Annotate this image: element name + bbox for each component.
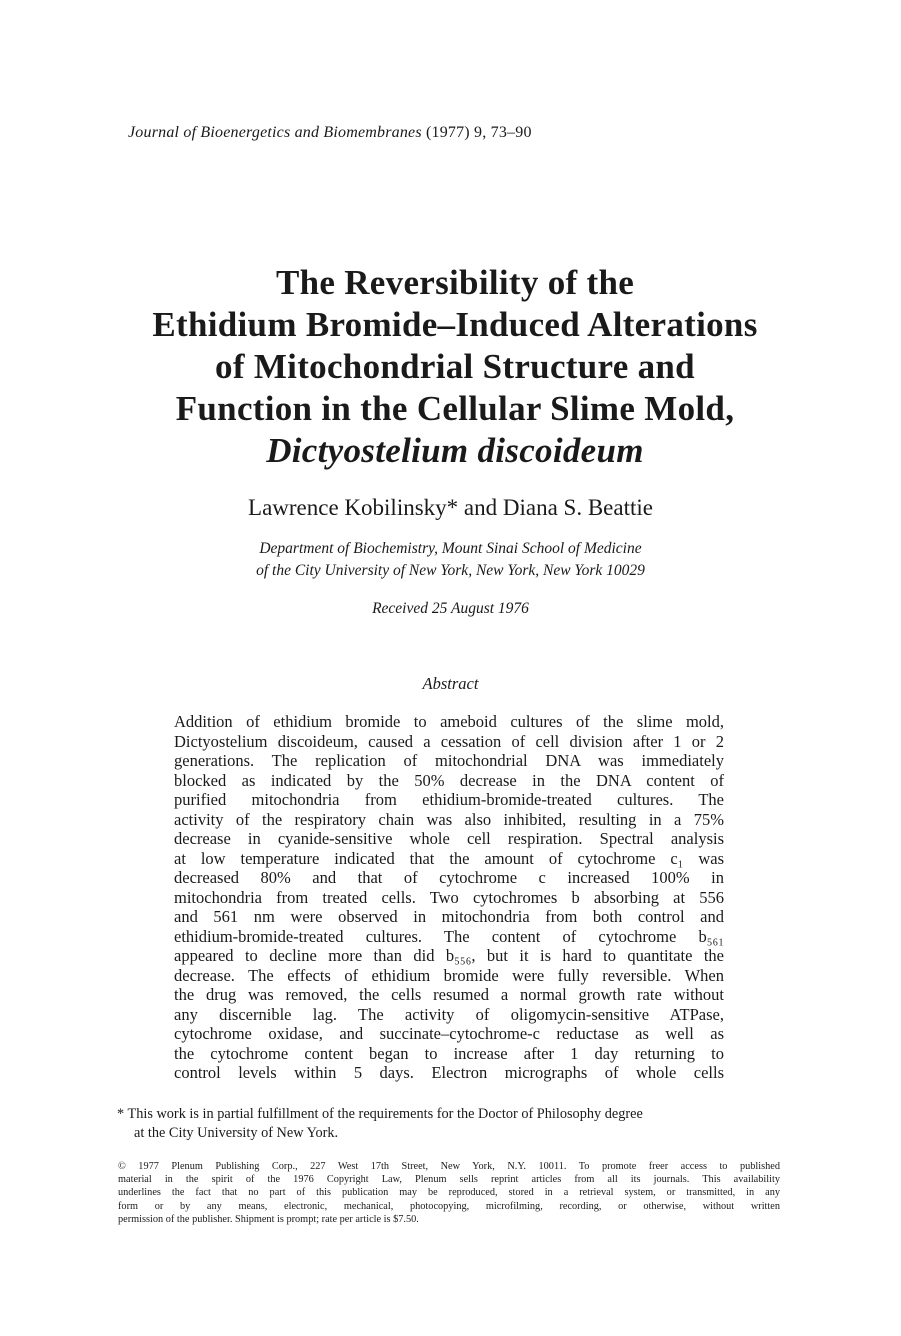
affiliation	[0, 538, 901, 582]
copyright-line: underlines the fact that no part of this publication may be reproduced, stored in a retrieval system, or transmitted, in any	[118, 1187, 780, 1199]
abstract-line: appeared to decline more than did b₅₅₆, but it is hard to quantitate the	[174, 946, 724, 965]
affiliation-line: of the City University of New York, New York, New York 10029	[256, 562, 645, 579]
copyright-notice	[118, 1160, 780, 1226]
abstract-heading: Abstract	[422, 674, 479, 693]
abstract-line: the cytochrome content began to increase after 1 day returning to	[174, 1043, 724, 1063]
abstract-line: Addition of ethidium bromide to ameboid cultures of the slime mold,	[174, 712, 724, 731]
abstract-line: generations. The replication of mitochondrial DNA was immediately	[174, 751, 724, 770]
abstract-line: decrease. The effects of ethidium bromide were fully reversible. When	[174, 965, 724, 985]
abstract-line: cytochrome oxidase, and succinate–cytochrome-c reductase as well as	[174, 1024, 724, 1043]
abstract-line: blocked as indicated by the 50% decrease in the DNA content of	[174, 770, 724, 790]
abstract-line: ethidium-bromide-treated cultures. The content of cytochrome b₅₆₁	[174, 926, 724, 946]
footnote-line: * This work is in partial fulfillment of the requirements for the Doctor of Philosophy degree	[117, 1106, 643, 1122]
abstract-line: the drug was removed, the cells resumed a normal growth rate without	[174, 985, 724, 1004]
journal-citation	[128, 124, 532, 142]
title-species-line: Dictyostelium discoideum	[266, 431, 644, 470]
journal-volume-pages: (1977) 9, 73–90	[425, 124, 532, 141]
copyright-line: © 1977 Plenum Publishing Corp., 227 West 17th Street, New York, N.Y. 10011. To promote freer access to published	[118, 1161, 780, 1172]
title-line: Function in the Cellular Slime Mold,	[175, 389, 735, 428]
article-title	[100, 262, 810, 472]
abstract-line: and 561 nm were observed in mitochondria from both control and	[174, 907, 724, 926]
abstract-line: Dictyostelium discoideum, caused a cessation of cell division after 1 or 2	[174, 731, 724, 751]
abstract-line: decreased 80% and that of cytochrome c increased 100% in	[174, 868, 724, 887]
abstract-body	[174, 712, 724, 1083]
abstract-line: at low temperature indicated that the amount of cytochrome c₁ was	[174, 848, 724, 868]
received-date: Received 25 August 1976	[372, 600, 529, 617]
abstract-line: activity of the respiratory chain was also inhibited, resulting in a 75%	[174, 809, 724, 829]
footnote-line: at the City University of New York.	[134, 1125, 339, 1141]
copyright-line: form or by any means, electronic, mechanical, photocopying, microfilming, recording, or otherwise, without written	[118, 1200, 780, 1212]
abstract-line: purified mitochondria from ethidium-bromide-treated cultures. The	[174, 790, 724, 809]
abstract-line: control levels within 5 days. Electron micrographs of whole cells	[174, 1063, 724, 1082]
copyright-line: material in the spirit of the 1976 Copyright Law, Plenum sells reprint articles from all its journals. This availability	[118, 1174, 780, 1186]
journal-title: Journal of Bioenergetics and Biomembranes	[128, 124, 422, 141]
abstract-line: any discernible lag. The activity of oligomycin-sensitive ATPase,	[174, 1004, 724, 1024]
affiliation-line: Department of Biochemistry, Mount Sinai School of Medicine	[259, 540, 642, 557]
title-line: of Mitochondrial Structure and	[215, 347, 695, 386]
author-footnote	[117, 1105, 787, 1143]
author-list: Lawrence Kobilinsky* and Diana S. Beattie	[248, 495, 653, 520]
abstract-line: mitochondria from treated cells. Two cytochromes b absorbing at 556	[174, 887, 724, 907]
abstract-line: decrease in cyanide-sensitive whole cell respiration. Spectral analysis	[174, 829, 724, 848]
title-line: The Reversibility of the	[275, 263, 635, 302]
copyright-line: permission of the publisher. Shipment is prompt; rate per article is $7.50.	[118, 1213, 419, 1225]
title-line: Ethidium Bromide–Induced Alterations	[152, 305, 758, 344]
